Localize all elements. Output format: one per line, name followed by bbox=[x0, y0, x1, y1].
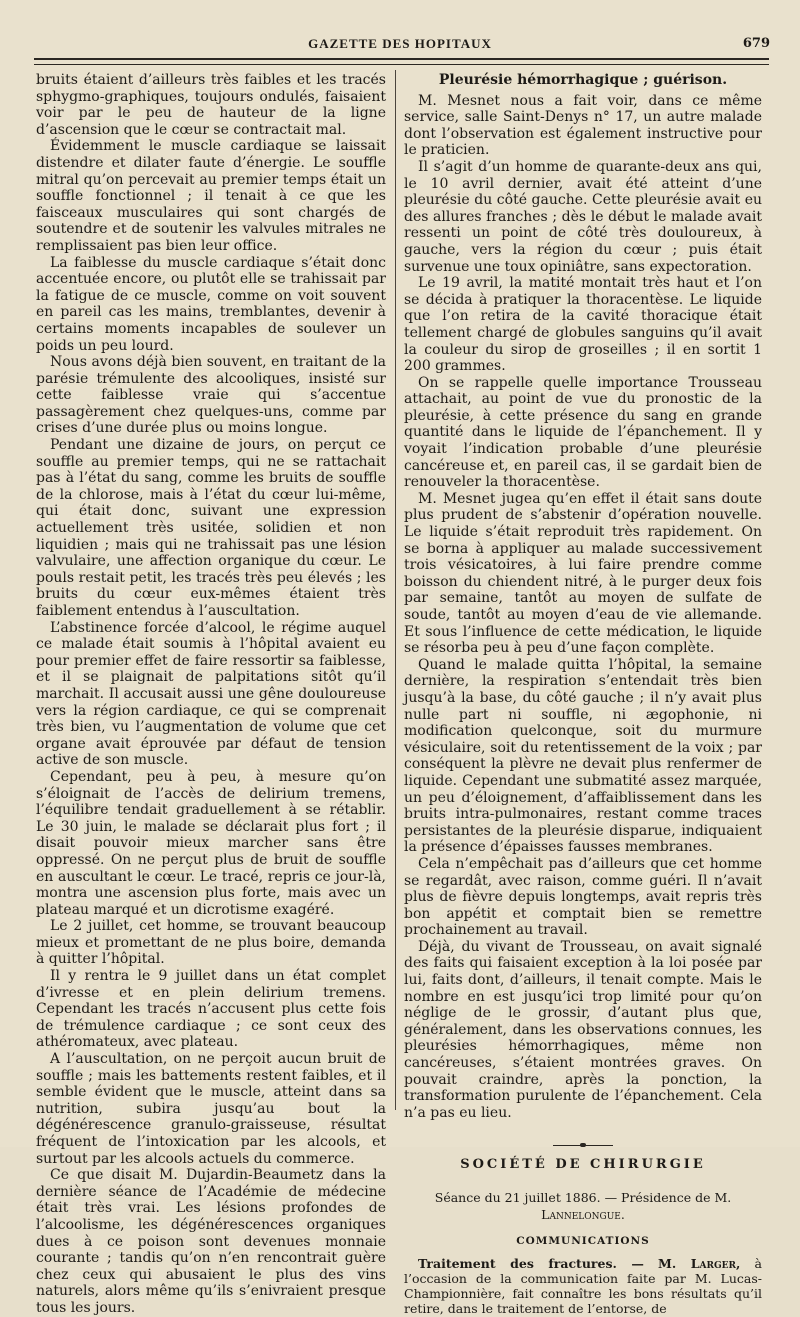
paragraph: Déjà, du vivant de Trousseau, on avait signalé des faits qui faisaient exception à la loi posée par lui, faits dont, d’ailleurs, il tenait compte. Mais le nombre en est jusqu’ici trop limité pour qu’on néglige de le grossir, d’autant plus que, généralement, dans les observations connues, les pleurésies hémorrhagiques, même non cancéreuses, s’étaient montrées graves. On pouvait craindre, après la ponction, la transformation purulente de l’épanchement. Cela n’a pas eu lieu. bbox=[404, 938, 762, 1121]
paragraph: Le 19 avril, la matité montait très haut et l’on se décida à pratiquer la thoracentèse. Le liquide que l’on retira de la cavité thoracique était tellement chargé de globules sanguins qu’il avait la couleur du sirop de groseilles ; il en sortit 1 200 grammes. bbox=[404, 275, 762, 375]
paragraph: Le 2 juillet, cet homme, se trouvant beaucoup mieux et promettant de ne plus boire, demanda à quitter l’hôpital. bbox=[36, 918, 386, 968]
paragraph: Évidemment le muscle cardiaque se laissait distendre et dilater faute d’énergie. Le souffle mitral qu’on percevait au premier temps était un souffle fonctionnel ; il tenait à ce que les faisceaux musculaires qui sont chargés de soutendre et de soutenir les valvules mitrales ne remplissaient pas bien leur office. bbox=[36, 138, 386, 254]
paragraph: M. Mesnet nous a fait voir, dans ce même service, salle Saint-Denys n° 17, un autre malade dont l’observation est également instructive pour le praticien. bbox=[404, 92, 762, 159]
session-line bbox=[404, 1190, 762, 1223]
paragraph: L’abstinence forcée d’alcool, le régime auquel ce malade était soumis à l’hôpital avaient eu pour premier effet de faire ressortir sa faiblesse, et il se plaignait de palpitations sitôt qu’il marchait. Il accusait aussi une gêne douloureuse vers la région cardiaque, ce qui se comprenait très bien, vu l’augmentation de volume que cet organe avait éprouvée par défaut de tension active de son muscle. bbox=[36, 619, 386, 769]
paragraph: M. Mesnet jugea qu’en effet il était sans doute plus prudent de s’abstenir d’opération nouvelle. Le liquide s’était reproduit très rapidement. On se borna à appliquer au malade successivement trois vésicatoires, à lui faire prendre comme boisson du chiendent nitré, à le purger deux fois par semaine, tantôt au moyen de sulfate de soude, tantôt au moyen d’eau de vie allemande. Et sous l’influence de cette médication, le liquide se résorba peu à peu d’une façon complète. bbox=[404, 490, 762, 657]
communication-text: à l’occasion de la communication faite par M. Lucas-Championnière, fait connaître les bons résultats qu’il retire, dans le traitement de l’entorse, de bbox=[404, 1255, 762, 1316]
right-column bbox=[404, 72, 762, 1316]
communications-title: COMMUNICATIONS bbox=[516, 1235, 650, 1248]
communication-author: M. Larger, bbox=[658, 1255, 741, 1271]
paragraph: Il y rentra le 9 juillet dans un état complet d’ivresse et en plein delirium tremens. Cependant les tracés n’accusent plus cette fois de trémulence cardiaque ; ce sont ceux des athéromateux, avec plateau. bbox=[36, 968, 386, 1051]
page-header bbox=[0, 0, 800, 62]
running-title: GAZETTE DES HOPITAUX bbox=[308, 36, 492, 51]
communication-paragraph bbox=[404, 1256, 762, 1316]
paragraph: Pendant une dizaine de jours, on perçut ce souffle au premier temps, qui ne se rattachait pas à l’état du sang, comme les bruits de souffle de la chlorose, mais à l’état du cœur lui-même, qui était donc, suivant une expression actuellement très usitée, solidien et non liquidien ; mais qui ne trahissait pas une lésion valvulaire, une affection organique du cœur. Le pouls restait petit, les tracés très peu élevés ; les bruits du cœur eux-mêmes étaient très faiblement entendus à l’auscultation. bbox=[36, 437, 386, 619]
paragraph: Cependant, peu à peu, à mesure qu’on s’éloignait de l’accès de delirium tremens, l’équilibre tendait graduellement à se rétablir. Le 30 juin, le malade se déclarait plus fort ; il disait pouvoir mieux marcher sans être oppressé. On ne perçut plus de bruit de souffle en auscultant le cœur. Le tracé, repris ce jour-là, montra une ascension plus forte, mais avec un plateau marqué et un dicrotisme exagéré. bbox=[36, 768, 386, 918]
paragraph: Cela n’empêchait pas d’ailleurs que cet homme se regardât, avec raison, comme guéri. Il n’avait plus de fièvre depuis longtemps, avait repris très bon appétit et comptait bien se remettre prochainement au travail. bbox=[404, 855, 762, 939]
session-president: Lannelongue. bbox=[541, 1206, 625, 1222]
column-divider bbox=[395, 70, 396, 1110]
paragraph: A l’auscultation, on ne perçoit aucun bruit de souffle ; mais les battements restent faibles, et il semble évident que le muscle, atteint dans sa nutrition, subira jusqu’au bout la dégénérescence granulo-graisseuse, résultat fréquent de l’intoxication par les alcools, et surtout par les alcools actuels du commerce. bbox=[36, 1051, 386, 1167]
paragraph: bruits étaient d’ailleurs très faibles et les tracés sphygmo-graphiques, toujours ondulés, faisaient voir par le peu de hauteur de la ligne d’ascension que le cœur se contractait mal. bbox=[36, 72, 386, 138]
section-heading: Pleurésie hémorrhagique ; guérison. bbox=[438, 72, 728, 88]
paragraph: Quand le malade quitta l’hôpital, la semaine dernière, la respiration s’entendait très bien jusqu’à la base, du côté gauche ; il n’y avait plus nulle part ni souffle, ni ægophonie, ni modification quelconque, soit du murmure vésiculaire, soit du retentissement de la voix ; par conséquent la plèvre ne devait plus renfermer de liquide. Cependant une submatité assez marquée, un peu d’éloignement, d’affaiblissement dans les bruits intra-pulmonaires, restant comme traces persistantes de la pleurésie disparue, indiquaient la présence d’épaisses fausses membranes. bbox=[404, 656, 762, 856]
society-title: SOCIÉTÉ DE CHIRURGIE bbox=[460, 1157, 706, 1173]
paragraph: On se rappelle quelle importance Trousseau attachait, au point de vue du pronostic de la pleurésie, à cette présence du sang en grande quantité dans le liquide de l’épanchement. Il y voyait l’indication probable d’une pleurésie cancéreuse et, en pareil cas, il se gardait bien de renouveler la thoracentèse. bbox=[404, 374, 762, 491]
paragraph: Il s’agit d’un homme de quarante-deux ans qui, le 10 avril dernier, avait été atteint d’une pleurésie du côté gauche. Cette pleurésie avait eu des allures franches ; dès le début le malade avait ressenti un point de côté très douloureux, à gauche, vers la région du cœur ; puis était survenue une toux opiniâtre, sans expectoration. bbox=[404, 158, 762, 275]
paragraph: Ce que disait M. Dujardin-Beaumetz dans la dernière séance de l’Académie de médecine était très vrai. Les lésions profondes de l’alcoolisme, les dégénérescences organiques dues à ce poison sont devenues monnaie courante ; tandis qu’on n’en rencontrait guère chez ceux qui abusaient le plus des vins naturels, alors même qu’ils s’enivraient presque tous les jours. bbox=[36, 1167, 386, 1316]
left-column bbox=[36, 72, 386, 1317]
page-number: 679 bbox=[742, 36, 770, 51]
paragraph: Nous avons déjà bien souvent, en traitant de la parésie trémulente des alcooliques, insisté sur cette faiblesse vraie qui s’accentue passagèrement chez quelques-uns, comme par crises d’une durée plus ou moins longue. bbox=[36, 354, 386, 437]
header-rule bbox=[34, 58, 769, 65]
communication-lead: Traitement des fractures. — bbox=[418, 1255, 644, 1271]
session-prefix: Séance du 21 juillet 1886. — Présidence de M. bbox=[434, 1190, 732, 1205]
paragraph: La faiblesse du muscle cardiaque s’était donc accentuée encore, ou plutôt elle se trahissait par la fatigue de ce muscle, comme on voit souvent en pareil cas les mains, tremblantes, devenir à certains moments incapables de soulever un poids un peu lourd. bbox=[36, 254, 386, 354]
